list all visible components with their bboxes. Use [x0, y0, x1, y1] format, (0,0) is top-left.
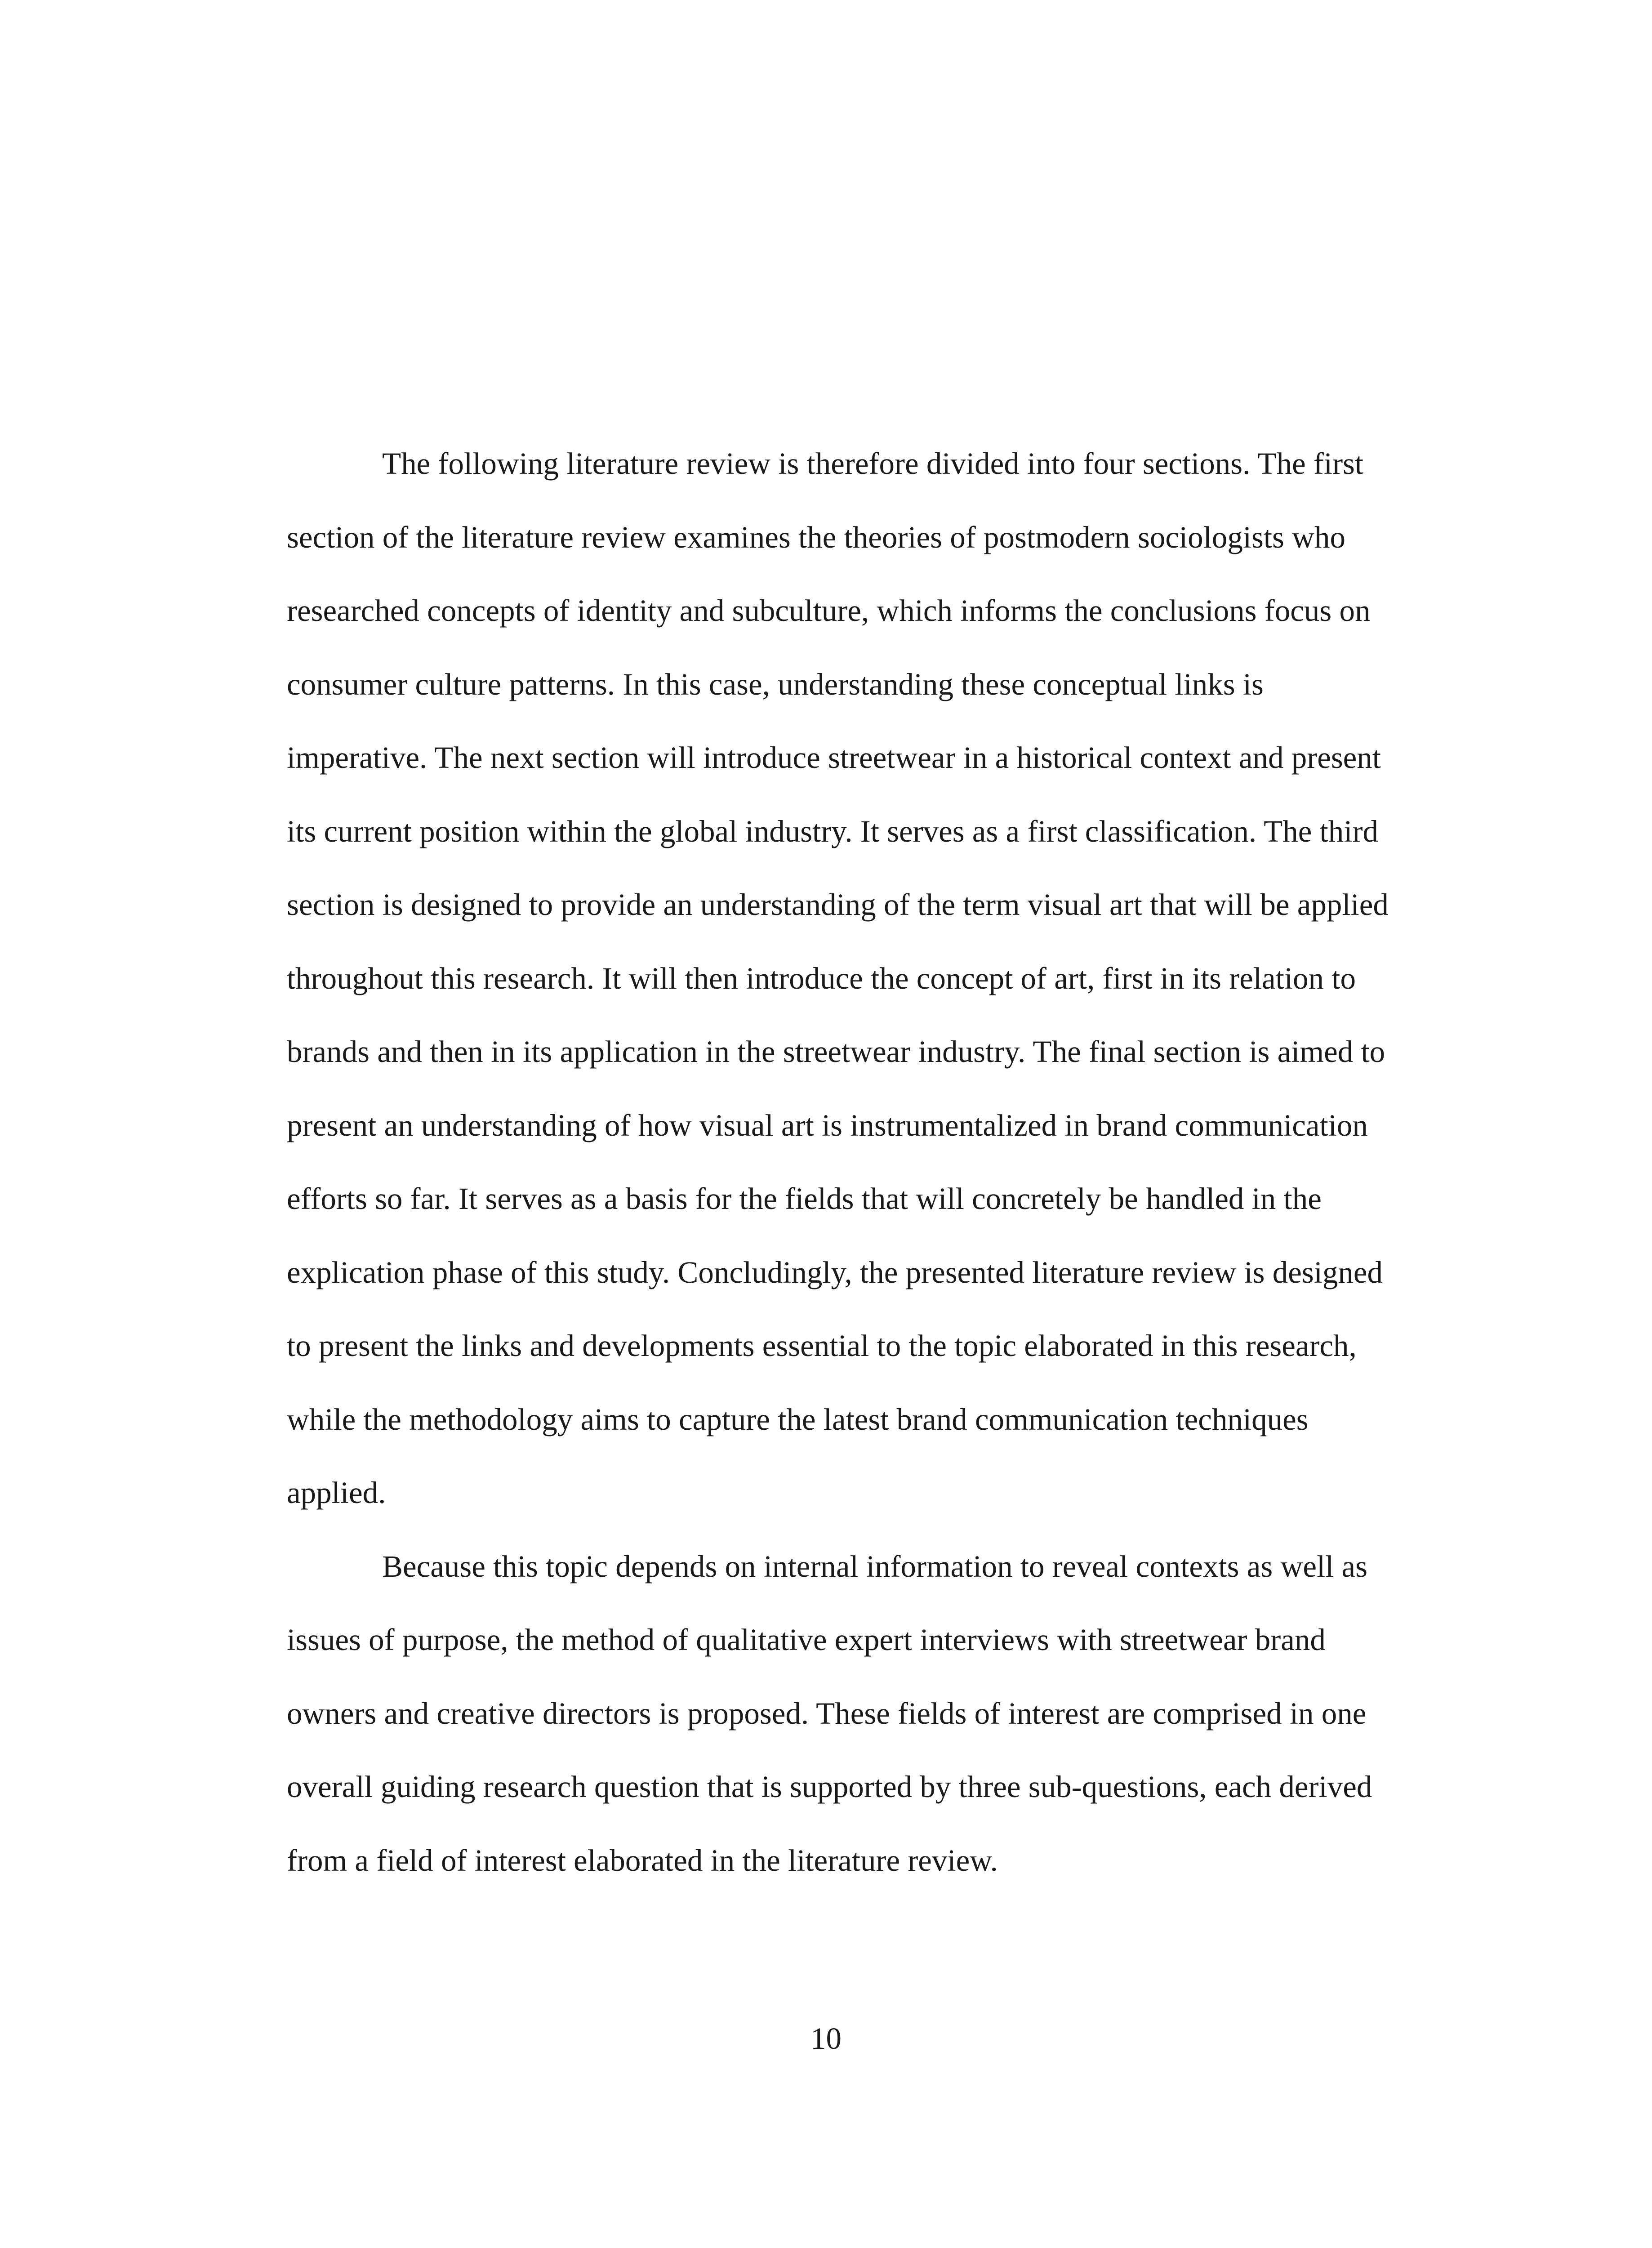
text-line: consumer culture patterns. In this case, understanding these conceptual links is	[287, 667, 1264, 701]
text-line: present an understanding of how visual art is instrumentalized in brand communication	[287, 1108, 1368, 1142]
text-line: applied.	[287, 1476, 386, 1510]
text-line: owners and creative directors is proposed. These fields of interest are comprised in one	[287, 1696, 1367, 1731]
text-line: Because this topic depends on internal information to reveal contexts as well as	[382, 1549, 1368, 1583]
text-line: efforts so far. It serves as a basis for the fields that will concretely be handled in the	[287, 1182, 1322, 1216]
paragraph	[287, 427, 1420, 1530]
text-line: to present the links and developments essential to the topic elaborated in this research,	[287, 1329, 1357, 1363]
text-line: its current position within the global industry. It serves as a first classification. The third	[287, 814, 1378, 848]
text-line: The following literature review is therefore divided into four sections. The first	[382, 446, 1364, 481]
text-line: section is designed to provide an understanding of the term visual art that will be applied	[287, 888, 1389, 922]
page-number: 10	[810, 2021, 842, 2056]
body-text	[287, 427, 1420, 1897]
text-line: explication phase of this study. Concludingly, the presented literature review is designed	[287, 1255, 1383, 1289]
text-line: section of the literature review examines the theories of postmodern sociologists who	[287, 520, 1345, 554]
text-line: while the methodology aims to capture the latest brand communication techniques	[287, 1402, 1309, 1436]
text-line: overall guiding research question that is supported by three sub-questions, each derived	[287, 1770, 1372, 1804]
text-line: imperative. The next section will introduce streetwear in a historical context and present	[287, 740, 1381, 775]
text-line: issues of purpose, the method of qualitative expert interviews with streetwear brand	[287, 1623, 1326, 1657]
text-line: throughout this research. It will then introduce the concept of art, first in its relation to	[287, 961, 1356, 995]
text-line: from a field of interest elaborated in the literature review.	[287, 1843, 998, 1878]
text-line: researched concepts of identity and subculture, which informs the conclusions focus on	[287, 593, 1371, 628]
paragraph	[287, 1530, 1420, 1898]
text-line: brands and then in its application in the streetwear industry. The final section is aimed to	[287, 1035, 1385, 1069]
